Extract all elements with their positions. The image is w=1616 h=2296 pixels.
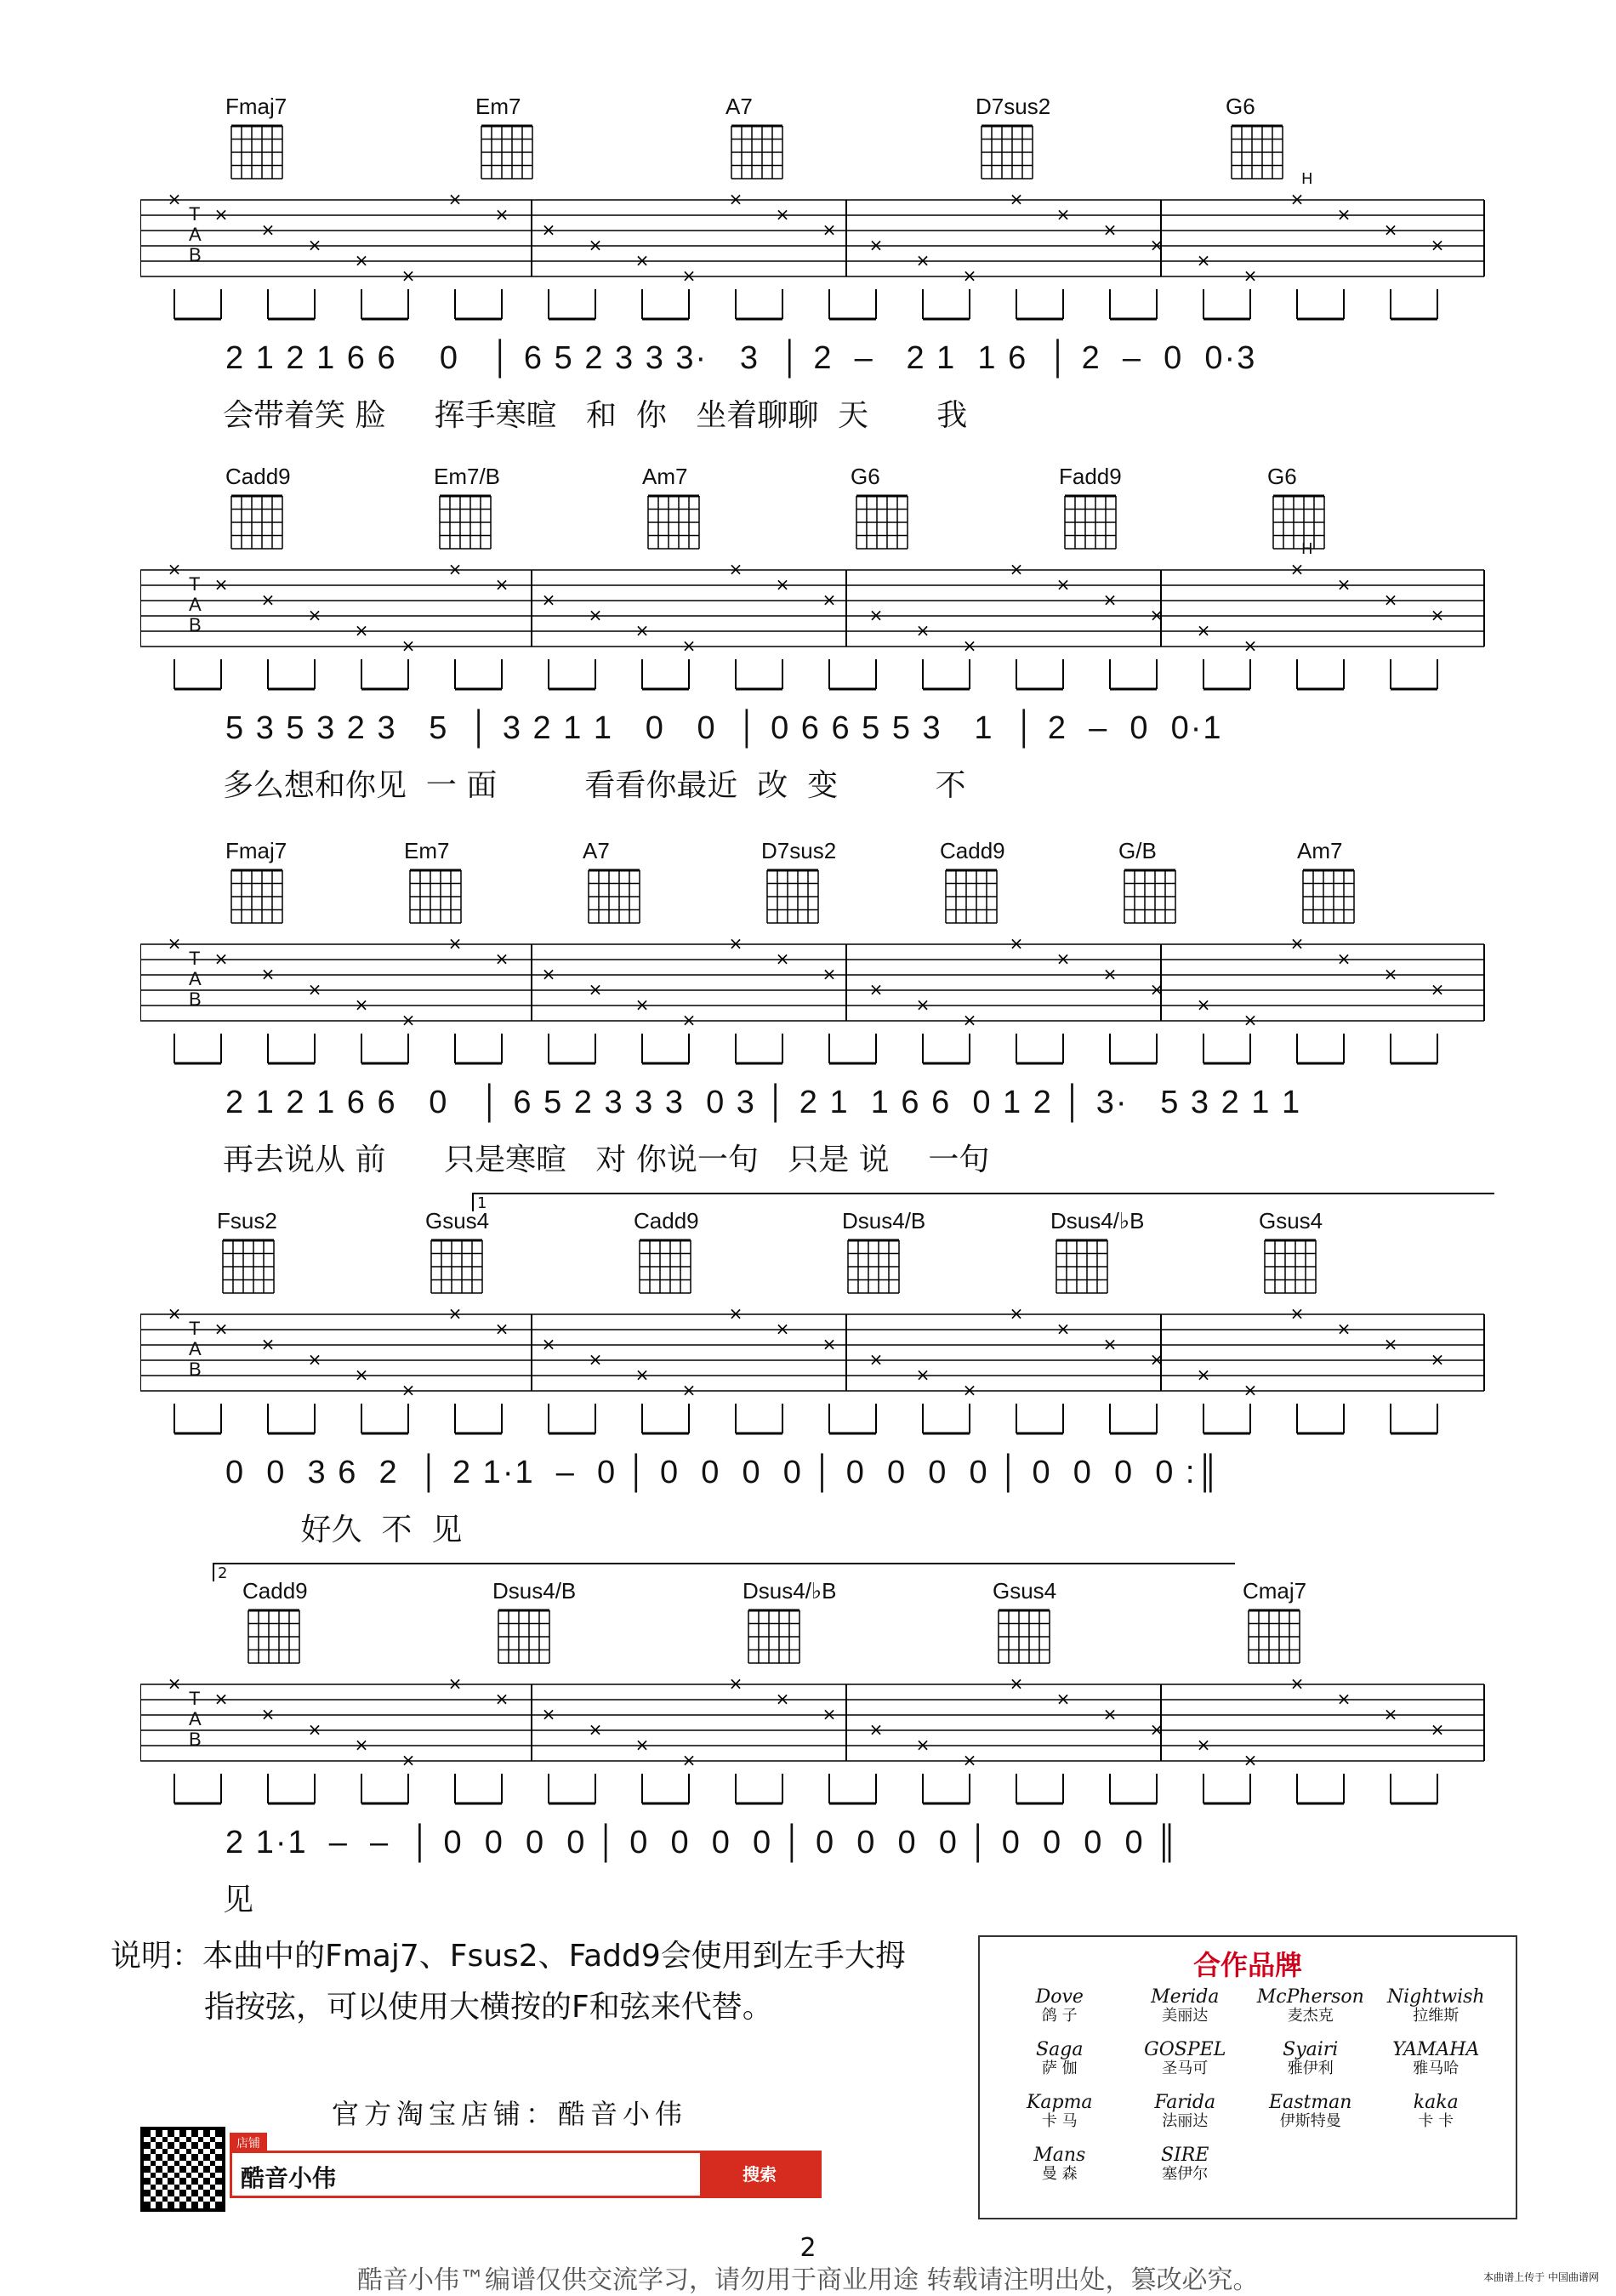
tab-note: ×	[1336, 1319, 1351, 1339]
chord-name: Gsus4	[1259, 1208, 1323, 1233]
brand-name: 伊斯特曼	[1279, 2112, 1341, 2130]
chord-name: D7sus2	[761, 838, 837, 863]
tab-note: ×	[775, 1319, 790, 1339]
music-system	[0, 1564, 1616, 1944]
tab-note: ×	[1149, 1349, 1164, 1370]
tab-note: ×	[1056, 574, 1071, 595]
note-line-1: 说明：本曲中的Fmaj7、Fsus2、Fadd9会使用到左手大拇	[111, 1939, 906, 1974]
brand-name: 麦杰克	[1287, 2007, 1334, 2025]
tab-note: ×	[447, 1306, 463, 1324]
tab-note: ×	[494, 204, 509, 225]
tab-note: ×	[541, 1334, 556, 1354]
tab-note: ×	[354, 1364, 369, 1385]
tab-note: ×	[447, 191, 463, 209]
chord-name: D7sus2	[976, 94, 1051, 119]
brand-logo: Mans	[1033, 2145, 1086, 2166]
tab-note: ×	[1196, 1364, 1211, 1385]
brand-item	[1123, 1988, 1249, 2025]
tab-note: ×	[728, 936, 743, 954]
tab-staff	[140, 1676, 1616, 1812]
brand-name: 雅马哈	[1413, 2060, 1460, 2077]
note-line-2: 指按弦，可以使用大横按的F和弦来代替。	[204, 1990, 773, 2025]
tab-note: ×	[1009, 191, 1024, 209]
tab-note: ×	[1102, 964, 1118, 984]
chord-name: A7	[583, 838, 610, 863]
chord-name: G6	[851, 464, 880, 489]
chord-diagram-icon	[852, 493, 912, 552]
volta-number: 2	[218, 1564, 228, 1582]
tab-note: ×	[213, 949, 229, 969]
brand-grid	[997, 1988, 1499, 2184]
chord-diagram-icon	[1227, 122, 1287, 182]
tab-note: ×	[167, 1676, 182, 1694]
tab-note: ×	[588, 235, 603, 255]
tab-note: ×	[1149, 235, 1164, 255]
tab-note: ×	[1149, 979, 1164, 1000]
tab-note: ×	[307, 979, 322, 1000]
brand-logo: YAMAHA	[1392, 2039, 1480, 2060]
tab-note: ×	[1009, 936, 1024, 954]
brand-item	[1374, 2041, 1499, 2078]
chord-name: Em7	[475, 94, 521, 119]
tab-note: ×	[822, 219, 837, 240]
tab-note: ×	[1102, 219, 1118, 240]
partner-brands-title: 合作品牌	[1192, 1949, 1302, 1981]
tab-note: ×	[1243, 265, 1258, 286]
tab-note: ×	[213, 1689, 229, 1709]
tab-note: ×	[1149, 1719, 1164, 1740]
tab-note: ×	[1430, 235, 1445, 255]
brand-item	[997, 2146, 1123, 2184]
tab-note: ×	[1336, 1689, 1351, 1709]
brand-item	[1374, 2094, 1499, 2131]
tab-note: ×	[822, 1334, 837, 1354]
music-system	[0, 464, 1616, 829]
tab-note: ×	[1383, 1704, 1398, 1724]
jianpu-notation: 0 0 3 6 2 │ 2 1·1 – 0 │ 0 0 0 0 │ 0 0 0 0 │ 0 0 0 0 :║	[225, 1455, 1221, 1490]
chord-diagram-icon	[227, 867, 287, 926]
tab-note: ×	[1056, 204, 1071, 225]
tab-note: ×	[260, 590, 276, 610]
brand-name: 美丽达	[1162, 2007, 1209, 2025]
chord-diagram-icon	[635, 1237, 695, 1296]
chord-diagram-icon	[977, 122, 1037, 182]
tab-note: ×	[1383, 219, 1398, 240]
tab-note: ×	[681, 1010, 697, 1030]
tab-note: ×	[868, 979, 884, 1000]
tab-staff	[140, 1306, 1616, 1442]
tab-note: ×	[775, 949, 790, 969]
chord-name: Cadd9	[242, 1578, 308, 1604]
tab-note: ×	[401, 635, 416, 656]
tab-note: ×	[354, 620, 369, 641]
tab-note: ×	[354, 994, 369, 1015]
chord-name: Cadd9	[940, 838, 1005, 863]
tab-note: ×	[775, 204, 790, 225]
tab-note: ×	[915, 994, 930, 1015]
tab-note: ×	[1336, 949, 1351, 969]
tab-note: ×	[681, 265, 697, 286]
page-number: 2	[799, 2233, 817, 2263]
brand-item	[997, 2094, 1123, 2131]
tab-note: ×	[1102, 590, 1118, 610]
tab-note: ×	[1243, 1380, 1258, 1400]
tab-note: ×	[681, 635, 697, 656]
chord-diagram-icon	[1061, 493, 1120, 552]
volta-number: 1	[477, 1194, 487, 1212]
tab-note: ×	[962, 265, 977, 286]
tab-note: ×	[775, 574, 790, 595]
tab-note: ×	[962, 1010, 977, 1030]
tab-note: ×	[634, 1364, 650, 1385]
chord-name: Dsus4/B	[842, 1208, 926, 1233]
tab-note: ×	[868, 605, 884, 625]
harmonic-mark: H	[1301, 170, 1313, 188]
partner-brands-box	[978, 1935, 1517, 2219]
brand-name: 法丽达	[1162, 2112, 1209, 2130]
shop-search-bar[interactable]	[230, 2137, 822, 2198]
brand-name: 塞伊尔	[1162, 2165, 1209, 2183]
tab-note: ×	[728, 1306, 743, 1324]
brand-item	[997, 2041, 1123, 2078]
chord-diagram-icon	[1052, 1237, 1112, 1296]
brand-item	[1248, 1988, 1374, 2025]
music-system	[0, 1194, 1616, 1574]
chord-diagram-icon	[763, 867, 822, 926]
brand-logo: Nightwish	[1386, 1986, 1485, 2008]
brand-logo: Kapma	[1026, 2092, 1093, 2113]
brand-name: 鸽 子	[1041, 2007, 1078, 2025]
tab-staff	[140, 561, 1616, 698]
tab-note: ×	[634, 1735, 650, 1755]
tab-note: ×	[1289, 561, 1305, 579]
shop-search-field[interactable]: 酷音小伟	[241, 2164, 337, 2192]
tab-note: ×	[681, 1750, 697, 1770]
chord-diagram-icon	[1269, 493, 1329, 552]
brand-logo: Eastman	[1269, 2092, 1352, 2113]
tab-note: ×	[307, 605, 322, 625]
tab-note: ×	[728, 561, 743, 579]
tab-note: ×	[260, 964, 276, 984]
tab-note: ×	[494, 1319, 509, 1339]
tab-clef: T A B	[189, 1318, 202, 1380]
brand-logo: McPherson	[1256, 1986, 1364, 2008]
chord-diagram-icon	[1299, 867, 1358, 926]
jianpu-notation: 2 1·1 – – │ 0 0 0 0 │ 0 0 0 0 │ 0 0 0 0 │ 0 0 0 0 ║	[225, 1825, 1181, 1860]
tab-note: ×	[588, 979, 603, 1000]
shop-search-button[interactable]: 搜索	[700, 2153, 819, 2196]
tab-note: ×	[588, 1719, 603, 1740]
tab-note: ×	[1430, 979, 1445, 1000]
chord-name: Am7	[1297, 838, 1343, 863]
tab-note: ×	[868, 1719, 884, 1740]
brand-logo: Farida	[1154, 2092, 1216, 2113]
tab-note: ×	[588, 605, 603, 625]
tab-note: ×	[822, 590, 837, 610]
lyrics-line: 再去说从 前 只是寒暄 对 你说一句 只是 说 一句	[223, 1142, 990, 1177]
tab-note: ×	[1289, 191, 1305, 209]
tab-note: ×	[401, 265, 416, 286]
shop-tag: 店铺	[230, 2133, 267, 2153]
tab-note: ×	[541, 964, 556, 984]
brand-item	[997, 1988, 1123, 2025]
volta-bracket	[213, 1563, 1235, 1581]
chord-name: G/B	[1118, 838, 1157, 863]
brand-name: 曼 森	[1041, 2165, 1078, 2183]
jianpu-notation: 2 1 2 1 6 6 0 │ 6 5 2 3 3 3 0 3 │ 2 1 1 6 6 0 1 2 │ 3· 5 3 2 1 1	[225, 1085, 1302, 1120]
chord-diagram-icon	[494, 1607, 554, 1666]
brand-logo: kaka	[1413, 2092, 1459, 2113]
chord-diagram-icon	[427, 1237, 487, 1296]
chord-diagram-icon	[644, 493, 703, 552]
source-note: 本曲谱上传于 中国曲谱网	[1483, 2271, 1599, 2283]
tab-note: ×	[447, 1676, 463, 1694]
chord-name: A7	[725, 94, 753, 119]
tab-note: ×	[1289, 1306, 1305, 1324]
tab-note: ×	[1009, 561, 1024, 579]
chord-name: Fadd9	[1059, 464, 1122, 489]
tab-note: ×	[1102, 1704, 1118, 1724]
tab-note: ×	[541, 590, 556, 610]
chord-name: Em7	[404, 838, 450, 863]
tab-note: ×	[1196, 250, 1211, 271]
tab-note: ×	[962, 1750, 977, 1770]
chord-diagram-icon	[477, 122, 537, 182]
chord-diagram-icon	[227, 122, 287, 182]
tab-note: ×	[494, 949, 509, 969]
tab-note: ×	[1196, 994, 1211, 1015]
chord-name: Dsus4/♭B	[743, 1578, 837, 1604]
tab-staff	[140, 191, 1616, 328]
tab-note: ×	[1056, 1689, 1071, 1709]
tab-note: ×	[1383, 964, 1398, 984]
tab-note: ×	[307, 235, 322, 255]
tab-note: ×	[541, 1704, 556, 1724]
tab-clef: T A B	[189, 948, 202, 1010]
chord-diagram-icon	[994, 1607, 1054, 1666]
tab-note: ×	[260, 1704, 276, 1724]
music-system	[0, 838, 1616, 1204]
chord-diagram-icon	[1244, 1607, 1304, 1666]
harmonic-mark: H	[1301, 540, 1313, 558]
tab-note: ×	[401, 1750, 416, 1770]
chord-diagram-icon	[227, 493, 287, 552]
chord-diagram-icon	[244, 1607, 304, 1666]
chord-name: Dsus4/B	[492, 1578, 577, 1604]
brand-logo: Merida	[1151, 1986, 1220, 2008]
brand-logo: Saga	[1036, 2039, 1084, 2060]
tab-note: ×	[213, 574, 229, 595]
tab-note: ×	[167, 1306, 182, 1324]
tab-note: ×	[1102, 1334, 1118, 1354]
chord-name: G6	[1267, 464, 1297, 489]
tab-note: ×	[634, 250, 650, 271]
chord-diagram-icon	[406, 867, 465, 926]
tab-note: ×	[1289, 936, 1305, 954]
lyrics-line: 会带着笑 脸 挥手寒暄 和 你 坐着聊聊 天 我	[223, 398, 968, 433]
tab-note: ×	[167, 936, 182, 954]
tab-clef: T A B	[189, 573, 202, 635]
shop-line: 官方淘宝店铺：酷音小伟	[332, 2098, 688, 2130]
tab-note: ×	[588, 1349, 603, 1370]
tab-note: ×	[1430, 1349, 1445, 1370]
chord-name: Cadd9	[634, 1208, 699, 1233]
footer-disclaimer: 酷音小伟™编谱仅供交流学习，请勿用于商业用途 转载请注明出处，篡改必究。	[357, 2265, 1259, 2295]
tab-note: ×	[307, 1349, 322, 1370]
tab-note: ×	[354, 250, 369, 271]
tab-note: ×	[634, 994, 650, 1015]
tab-note: ×	[213, 204, 229, 225]
chord-diagram-icon	[219, 1237, 278, 1296]
tab-note: ×	[260, 1334, 276, 1354]
qr-code-icon	[140, 2127, 225, 2212]
music-system	[0, 94, 1616, 459]
tab-note: ×	[167, 561, 182, 579]
chord-name: Cmaj7	[1243, 1578, 1307, 1604]
brand-name: 卡 卡	[1418, 2112, 1454, 2130]
tab-note: ×	[1289, 1676, 1305, 1694]
brand-item	[1374, 1988, 1499, 2025]
tab-note: ×	[822, 964, 837, 984]
tab-note: ×	[401, 1380, 416, 1400]
jianpu-notation: 2 1 2 1 6 6 0 │ 6 5 2 3 3 3· 3 │ 2 – 2 1 1 6 │ 2 – 0 0·3	[225, 340, 1257, 376]
tab-note: ×	[962, 1380, 977, 1400]
tab-note: ×	[1336, 574, 1351, 595]
tab-note: ×	[868, 235, 884, 255]
tab-note: ×	[213, 1319, 229, 1339]
tab-note: ×	[728, 1676, 743, 1694]
chord-diagram-icon	[844, 1237, 903, 1296]
tab-note: ×	[915, 1364, 930, 1385]
tab-note: ×	[1196, 1735, 1211, 1755]
tab-note: ×	[401, 1010, 416, 1030]
chord-diagram-icon	[1260, 1237, 1320, 1296]
tab-note: ×	[167, 191, 182, 209]
tab-note: ×	[541, 219, 556, 240]
tab-note: ×	[1149, 605, 1164, 625]
tab-note: ×	[1196, 620, 1211, 641]
tab-note: ×	[447, 936, 463, 954]
tab-note: ×	[260, 219, 276, 240]
jianpu-notation: 5 3 5 3 2 3 5 │ 3 2 1 1 0 0 │ 0 6 6 5 5 3 1 │ 2 – 0 0·1	[225, 710, 1223, 746]
tab-note: ×	[1056, 1319, 1071, 1339]
tab-note: ×	[494, 1689, 509, 1709]
chord-name: Fsus2	[217, 1208, 277, 1233]
tab-note: ×	[1430, 1719, 1445, 1740]
brand-name: 卡 马	[1041, 2112, 1078, 2130]
volta-bracket	[472, 1193, 1494, 1211]
tab-note: ×	[1009, 1676, 1024, 1694]
brand-name: 拉维斯	[1413, 2007, 1460, 2025]
tab-note: ×	[1383, 1334, 1398, 1354]
tab-clef: T A B	[189, 1688, 202, 1750]
brand-logo: Syairi	[1283, 2039, 1339, 2060]
chord-name: Cadd9	[225, 464, 291, 489]
chord-name: Em7/B	[434, 464, 501, 489]
tab-clef: T A B	[189, 203, 202, 265]
tab-note: ×	[681, 1380, 697, 1400]
chord-diagram-icon	[1120, 867, 1180, 926]
tab-staff	[140, 936, 1616, 1072]
tab-note: ×	[868, 1349, 884, 1370]
chord-name: Dsus4/♭B	[1050, 1208, 1145, 1233]
chord-name: G6	[1226, 94, 1255, 119]
tab-note: ×	[915, 250, 930, 271]
chord-diagram-icon	[584, 867, 644, 926]
tab-note: ×	[1243, 1010, 1258, 1030]
lyrics-line: 多么想和你见 一 面 看看你最近 改 变 不	[223, 768, 966, 803]
chord-name: Fmaj7	[225, 94, 287, 119]
chord-diagram-icon	[727, 122, 787, 182]
chord-diagram-icon	[744, 1607, 804, 1666]
tab-note: ×	[728, 191, 743, 209]
chord-name: Gsus4	[425, 1208, 490, 1233]
lyrics-line: 好久 不 见	[223, 1513, 463, 1547]
tab-note: ×	[1009, 1306, 1024, 1324]
tab-note: ×	[775, 1689, 790, 1709]
chord-name: Fmaj7	[225, 838, 287, 863]
brand-name: 雅伊利	[1287, 2060, 1334, 2077]
brand-name: 萨 伽	[1041, 2060, 1078, 2077]
brand-logo: GOSPEL	[1144, 2039, 1226, 2060]
brand-item	[1123, 2094, 1249, 2131]
tab-note: ×	[1243, 1750, 1258, 1770]
tab-note: ×	[1056, 949, 1071, 969]
tab-note: ×	[1243, 635, 1258, 656]
tab-note: ×	[915, 1735, 930, 1755]
chord-diagram-icon	[942, 867, 1001, 926]
tab-note: ×	[1336, 204, 1351, 225]
lyrics-line: 见	[223, 1883, 254, 1917]
tab-note: ×	[822, 1704, 837, 1724]
chord-name: Am7	[642, 464, 688, 489]
tab-note: ×	[1430, 605, 1445, 625]
tab-note: ×	[962, 635, 977, 656]
tab-note: ×	[1383, 590, 1398, 610]
brand-item	[1123, 2146, 1249, 2184]
brand-logo: SIRE	[1161, 2145, 1209, 2166]
tab-note: ×	[447, 561, 463, 579]
tab-note: ×	[307, 1719, 322, 1740]
brand-logo: Dove	[1035, 1986, 1084, 2008]
tab-note: ×	[634, 620, 650, 641]
explanation-note	[111, 1931, 906, 2033]
tab-note: ×	[494, 574, 509, 595]
brand-item	[1248, 2094, 1374, 2131]
chord-diagram-icon	[435, 493, 495, 552]
brand-item	[1123, 2041, 1249, 2078]
brand-name: 圣马可	[1162, 2060, 1209, 2077]
chord-name: Gsus4	[993, 1578, 1057, 1604]
tab-note: ×	[354, 1735, 369, 1755]
tab-note: ×	[915, 620, 930, 641]
brand-item	[1248, 2041, 1374, 2078]
